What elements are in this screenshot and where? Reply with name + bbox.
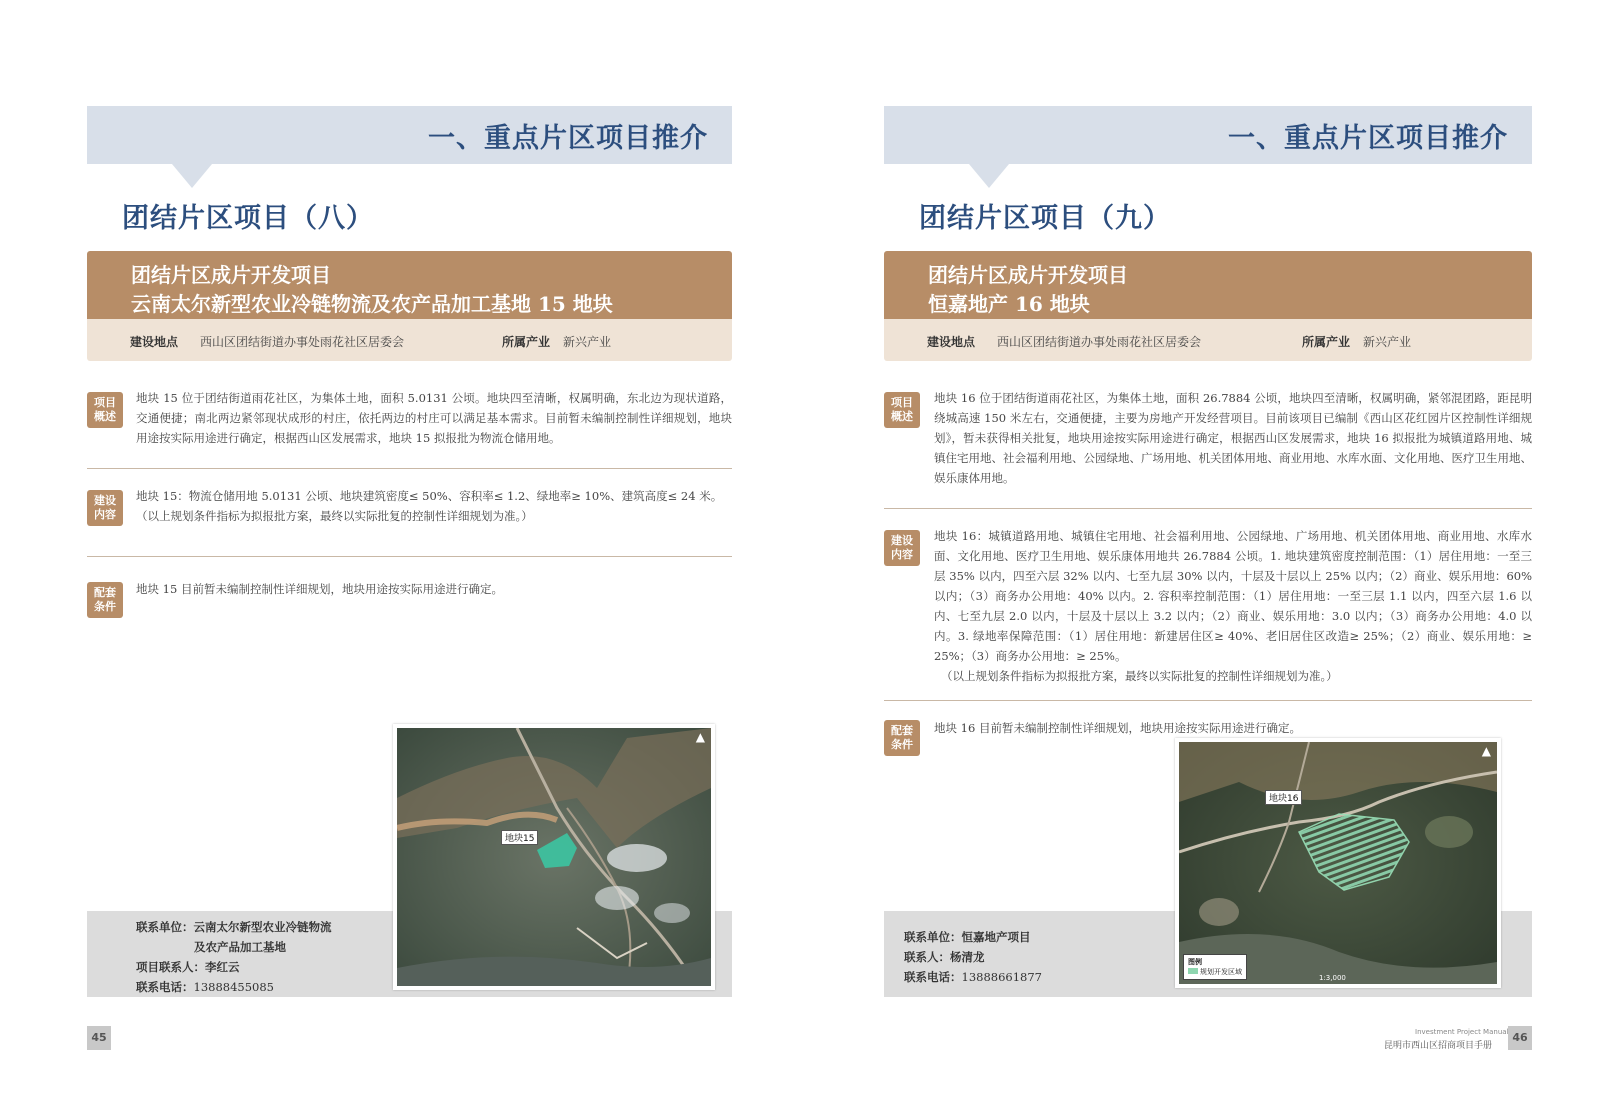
banner-notch (172, 164, 212, 188)
contact-unit-label: 联系单位： (904, 930, 962, 944)
divider (884, 508, 1532, 509)
construction-tag-text: 建设 内容 (94, 494, 116, 521)
contact-phone-value: 13888455085 (193, 980, 274, 994)
contact-person-row (904, 949, 985, 965)
map-legend-item: 规划开发区域 (1200, 968, 1242, 976)
construction-note: （以上规划条件指标为拟报批方案，最终以实际批复的控制性详细规划为准。） (136, 509, 533, 523)
overview-text: 地块 16 位于团结街道雨花社区，为集体土地，面积 26.7884 公顷，地块四至清晰，权属明确，紧邻混团路，距昆明绕城高速 150 米左右，交通便捷，主要为房地产开发经营项目。目前该项目已编制《西山区花红园片区控制性详细规划》，暂未获得相关批复，地块用途按实际用途进行确定，根据西山区发展需求，地块 16 拟报批为城镇道路用地、城镇住宅用地、社会福利用地、公园绿地、广场用地、机关团体用地、商业用地、水库水面、文化用地、医疗卫生用地、娱乐康体用地。 (934, 391, 1532, 485)
facilities-text: 地块 16 目前暂未编制控制性详细规划，地块用途按实际用途进行确定。 (934, 721, 1301, 735)
overview-tag-text: 项目 概述 (94, 396, 116, 423)
info-bar (884, 319, 1532, 361)
north-arrow-icon: ▲ (1481, 744, 1491, 758)
contact-unit-row (136, 919, 332, 935)
contact-person-value: 杨清龙 (950, 950, 985, 964)
contact-unit-row (904, 929, 1031, 945)
facilities-tag (87, 582, 123, 618)
facilities-tag-text: 配套 条件 (891, 724, 913, 751)
facilities-tag (884, 720, 920, 756)
map-legend-row (1188, 967, 1242, 977)
page-number: 46 (1508, 1026, 1532, 1050)
construction-tag-text: 建设 内容 (891, 534, 913, 561)
contact-phone-row (904, 969, 1042, 985)
project-header-line1: 团结片区成片开发项目 (131, 263, 331, 287)
location-value: 西山区团结街道办事处雨花社区居委会 (997, 335, 1202, 349)
overview-text: 地块 15 位于团结街道雨花社区，为集体土地，面积 5.0131 公顷。地块四至清晰，权属明确，东北边为现状道路，交通便捷；南北两边紧邻现状成形的村庄，依托两边的村庄可以满足基本需求。目前暂未编制控制性详细规划，地块用途按实际用途进行确定，根据西山区发展需求，地块 15 拟报批为物流仓储用地。 (136, 391, 732, 445)
footer-english: Investment Project Manual (1415, 1028, 1509, 1036)
location-value: 西山区团结街道办事处雨花社区居委会 (200, 335, 405, 349)
footer-chinese: 昆明市西山区招商项目手册 (1384, 1041, 1493, 1051)
map-parcel-label: 地块16 (1265, 790, 1302, 805)
construction-tag (884, 530, 920, 566)
project-header-line2: 恒嘉地产 16 地块 (928, 292, 1090, 316)
satellite-image (397, 728, 711, 986)
construction-note: （以上规划条件指标为拟报批方案，最终以实际批复的控制性详细规划为准。） (941, 669, 1338, 683)
facilities-tag-text: 配套 条件 (94, 586, 116, 613)
north-arrow-icon: ▲ (695, 730, 705, 744)
contact-unit-label: 联系单位： (136, 920, 194, 934)
project-header (884, 251, 1532, 319)
satellite-map (1175, 738, 1501, 988)
divider (884, 700, 1532, 701)
info-bar (87, 319, 732, 361)
map-parcel-label: 地块15 (501, 830, 538, 845)
contact-phone-value: 13888661877 (961, 970, 1042, 984)
construction-text: 地块 15：物流仓储用地 5.0131 公顷、地块建筑密度≤ 50%、容积率≤ 1.2、绿地率≥ 10%、建筑高度≤ 24 米。 (136, 489, 723, 503)
right-page (805, 0, 1610, 1100)
industry-label: 所属产业 (1302, 335, 1351, 349)
satellite-map (393, 724, 715, 990)
map-legend-title: 图例 (1188, 958, 1202, 966)
facilities-text: 地块 15 目前暂未编制控制性详细规划，地块用途按实际用途进行确定。 (136, 582, 503, 596)
contact-person-label: 联系人： (904, 950, 950, 964)
section-title: 一、重点片区项目推介 (1228, 123, 1508, 154)
project-title: 团结片区项目（九） (919, 203, 1171, 234)
contact-phone-label: 联系电话： (136, 980, 194, 994)
industry-label: 所属产业 (502, 335, 551, 349)
overview-tag (87, 392, 123, 428)
contact-phone-label: 联系电话： (904, 970, 962, 984)
legend-swatch (1188, 968, 1198, 974)
section-banner (884, 106, 1532, 164)
industry-value: 新兴产业 (563, 335, 612, 349)
construction-tag (87, 490, 123, 526)
map-scale: 1:3,000 (1319, 974, 1346, 982)
contact-phone-row (136, 979, 274, 995)
project-header-line1: 团结片区成片开发项目 (928, 263, 1128, 287)
contact-person-value: 李红云 (205, 960, 240, 974)
overview-tag (884, 392, 920, 428)
section-banner (87, 106, 732, 164)
divider (87, 468, 732, 469)
project-title: 团结片区项目（八） (122, 203, 374, 234)
location-label: 建设地点 (927, 335, 976, 349)
section-title: 一、重点片区项目推介 (428, 123, 708, 154)
banner-notch (969, 164, 1009, 188)
map-legend (1183, 954, 1247, 980)
project-header (87, 251, 732, 319)
divider (87, 556, 732, 557)
contact-unit-value: 恒嘉地产项目 (961, 930, 1031, 944)
overview-tag-text: 项目 概述 (891, 396, 913, 423)
contact-person-label: 项目联系人： (136, 960, 205, 974)
satellite-image (1179, 742, 1497, 984)
location-label: 建设地点 (130, 335, 179, 349)
contact-person-row (136, 959, 240, 975)
contact-unit-row2 (194, 939, 286, 955)
construction-text: 地块 16：城镇道路用地、城镇住宅用地、社会福利用地、公园绿地、广场用地、机关团体用地、商业用地、水库水面、文化用地、医疗卫生用地、娱乐康体用地共 26.7884 公顷。1. 地块建筑密度控制范围：（1）居住用地：一至三层 35% 以内，四至六层 32% 以内、七至九层 30% 以内，十层及十层以上 25% 以内；（2）商业、娱乐用地：60% 以内；（3）商务办公用地：40% 以内。2. 容积率控制范围：（1）居住用地：一至三层 1.1 以内，四至六层 1.6 以内、七至九层 2.0 以内，十层及十层以上 3.2 以内；（2）商业、娱乐用地：3.0 以内；（3）商务办公用地：4.0 以内。3. 绿地率保障范围：（1）居住用地：新建居住区≥ 40%、老旧居住区改造≥ 25%；（2）商业、娱乐用地：≥ 25%；（3）商务办公用地：≥ 25%。 (934, 529, 1532, 663)
industry-value: 新兴产业 (1363, 335, 1412, 349)
contact-unit-value: 云南太尔新型农业冷链物流 (193, 920, 332, 934)
project-header-line2: 云南太尔新型农业冷链物流及农产品加工基地 15 地块 (131, 292, 613, 316)
contact-unit-value2: 及农产品加工基地 (194, 940, 286, 954)
page-number: 45 (87, 1026, 111, 1050)
